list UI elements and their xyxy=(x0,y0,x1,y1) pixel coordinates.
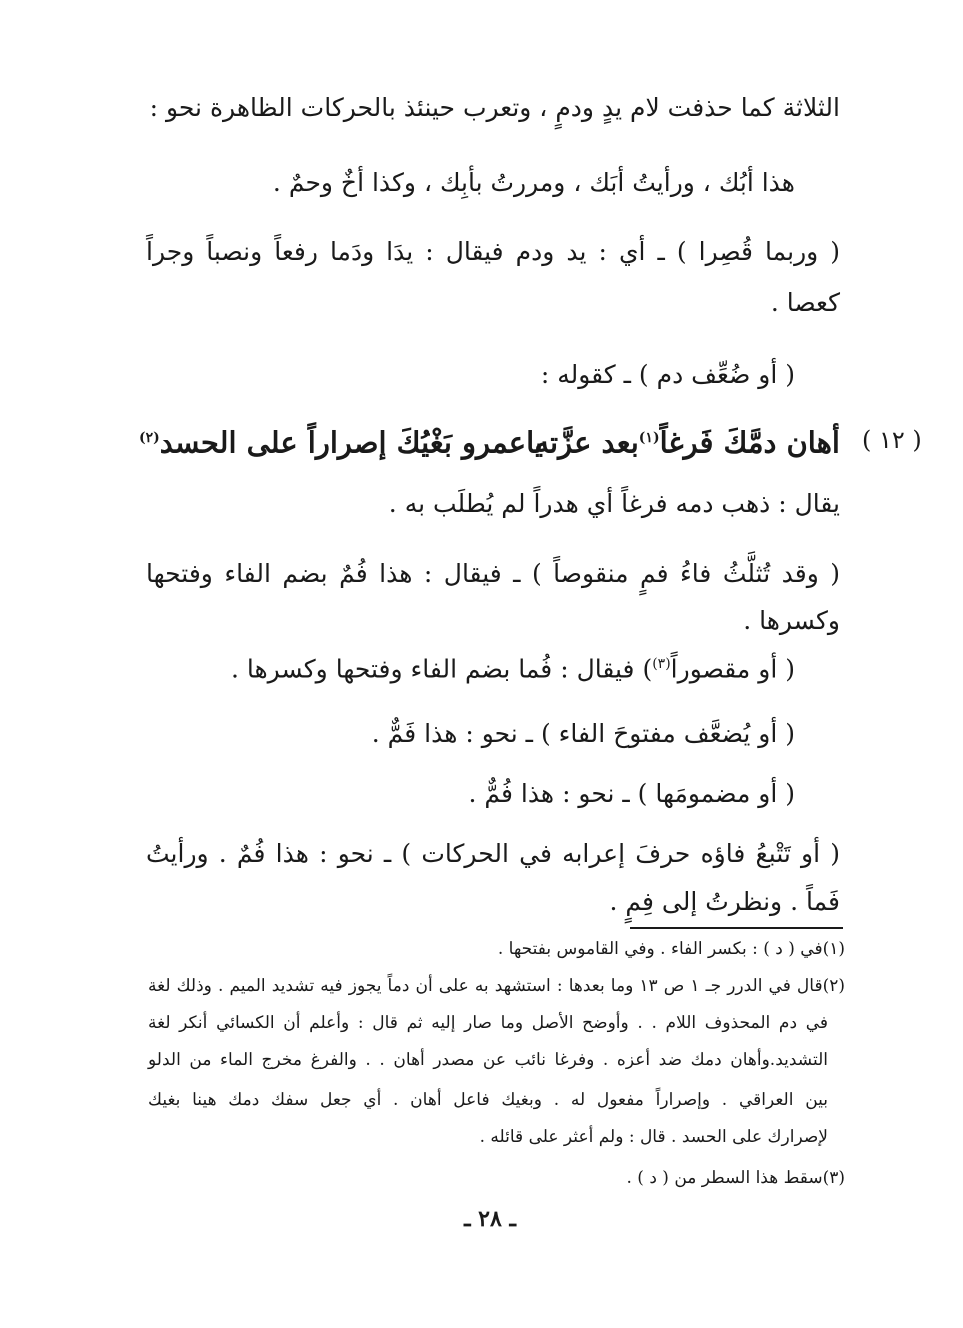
text-line-9 xyxy=(231,648,795,685)
verse-hemistich-right xyxy=(534,420,840,461)
text-line-6: يقال : ذهب دمه فرغاً أي هدراً لم يُطلَب به . xyxy=(388,489,840,518)
text-line-4: كعصا . xyxy=(770,288,840,317)
verse-right-text: أهان دمَّكَ فَرغاً xyxy=(659,425,840,460)
text-line-8: وكسرها . xyxy=(743,606,840,635)
text-line-3: ( وربما قُصِرا ) ـ أي : يد ودم فيقال : يدَا ودَما رفعاً ونصباً وجراً xyxy=(146,237,840,266)
footnote-3: (٣)سقط هذا السطر من ( د ) . xyxy=(626,1168,845,1188)
footnote-ref-1: (١) xyxy=(638,430,660,446)
verse-hemistich-left xyxy=(139,420,543,461)
footnote-ref-2: (٢) xyxy=(139,430,160,446)
text-line-11: ( أو مضمومَها ) ـ نحو : هذا فُمٌّ . xyxy=(468,779,795,808)
text-line-13: فَماً . ونظرتُ إلى فِمٍ . xyxy=(609,887,840,916)
text-line-1: الثلاثة كما حذفت لام يدٍ ودمٍ ، وتعرب حينئذ بالحركات الظاهرة نحو : xyxy=(149,93,840,122)
footnote-2-line-2: في دم المحذوف اللام . . وأوضح الأصل وما صار إليه ثم قال : وأعلم أن الكسائي أنكر لغة xyxy=(148,1013,828,1033)
footnote-ref-3: (٣) xyxy=(652,656,671,672)
text-line-7: ( وقد تُثلَّثُ فاءُ فمٍ منقوصاً ) ـ فيقال : هذا فُمٌ بضم الفاء وفتحها xyxy=(146,559,840,588)
page-number: ـ ٢٨ ـ xyxy=(464,1206,516,1232)
footnote-2-line-5: لإصرارك على الحسد . قال : ولم أعثر على قائله . xyxy=(479,1127,828,1147)
footnote-2-line-1: (٢)قال في الدرر جـ ١ ص ١٣ وما بعدها : استشهد به على أن دماً يجوز فيه تشديد الميم . وذلك لغة xyxy=(148,976,845,996)
text-line-9b: ) فيقال : فُما بضم الفاء وفتحها وكسرها . xyxy=(230,654,653,684)
text-line-12: ( أو تَتْبعُ فاؤه حرفَ إعرابه في الحركات ) ـ نحو : هذا فُمٌ . ورأيتُ xyxy=(146,839,840,868)
verse-right-tail: بعد عزَّته xyxy=(534,425,639,460)
text-line-9a: ( أو مقصوراً xyxy=(670,654,795,684)
footnote-2-line-4: بين العراقي . وإصراراً مفعول له . وبغيك فاعل أهان . أي جعل سفك دمك هينا بغيك xyxy=(148,1090,828,1110)
verse-number: ( ١٢ ) xyxy=(862,426,922,454)
verse-left-text: ياعمرو بَغْيُكَ إصراراً على الحسد xyxy=(159,425,543,460)
text-line-5: ( أو ضُعِّف دم ) ـ كقوله : xyxy=(540,360,795,389)
text-line-2: هذا أبُك ، ورأيتُ أبَك ، ومررتُ بأبِك ، وكذا أخٌ وحمٌ . xyxy=(272,168,795,197)
footnote-2-line-3: التشديد.وأهان دمك ضد أعزه . وفرغا نائب عن مصدر أهان . . والفرغ مخرج الماء من الدلو xyxy=(148,1050,828,1070)
footnote-1: (١)في ( د ) : بكسر الفاء . وفي القاموس بفتحها . xyxy=(497,939,845,959)
footnote-separator xyxy=(630,927,843,929)
text-line-10: ( أو يُضعَّف مفتوحَ الفاء ) ـ نحو : هذا فَمٌّ . xyxy=(371,719,795,748)
